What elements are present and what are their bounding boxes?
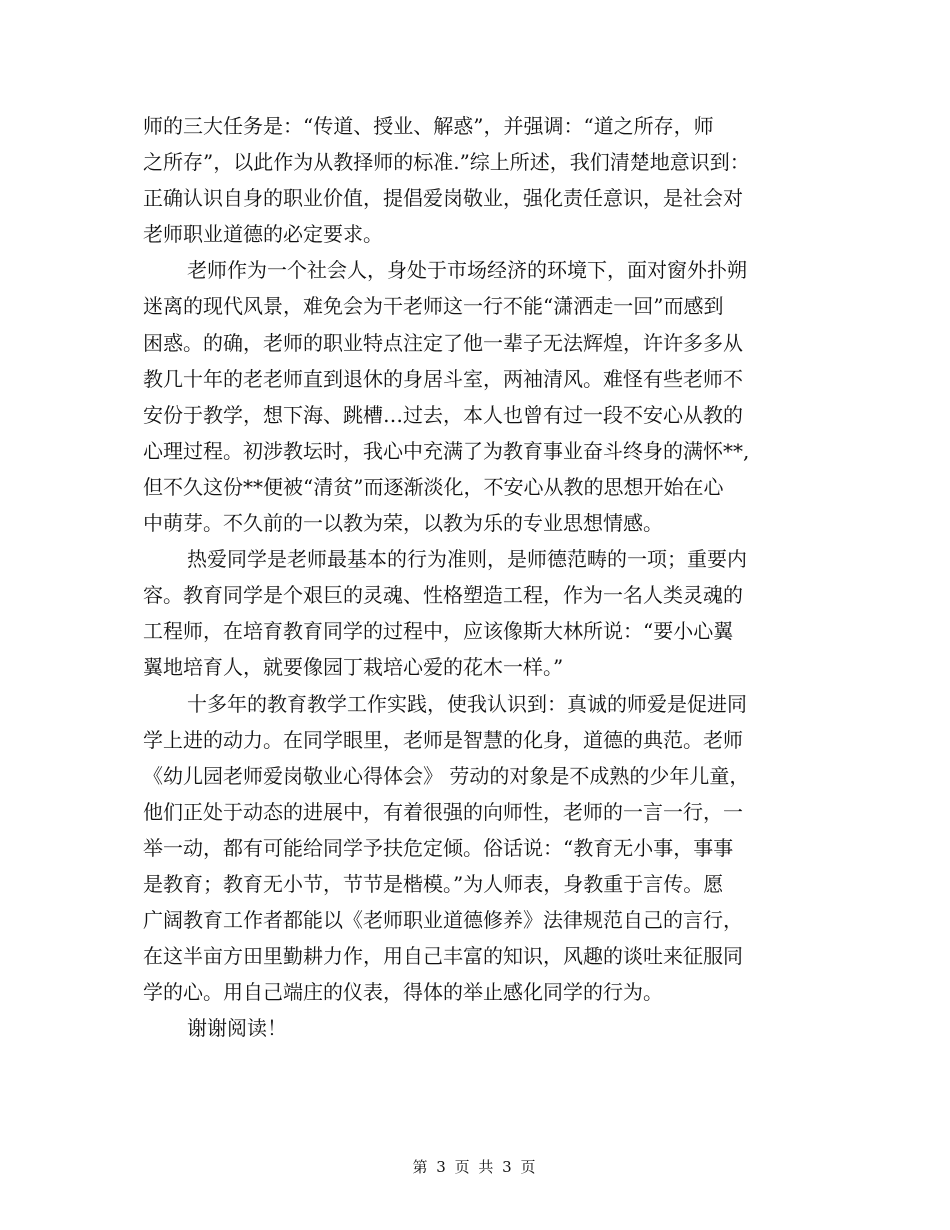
paragraph-start-line: 老师作为一个社会人，身处于市场经济的环境下，面对窗外扑朔 [187,258,747,283]
text-line: 广阔教育工作者都能以《老师职业道德修养》法律规范自己的言行， [143,908,743,933]
document-body [143,108,823,1046]
page-number-footer: 第 3 页 共 3 页 [412,1158,538,1176]
text-line: 教几十年的老老师直到退休的身居斗室，两袖清风。难怪有些老师不 [143,366,743,391]
text-line: 容。教育同学是个艰巨的灵魂、性格塑造工程，作为一名人类灵魂的 [143,583,743,608]
text-line: 举一动，都有可能给同学予扶危定倾。俗话说：“教育无小事，事事 [143,835,734,860]
closing-line: 谢谢阅读！ [187,1016,287,1041]
text-line: 在这半亩方田里勤耕力作，用自己丰富的知识，风趣的谈吐来征服同 [143,944,743,969]
text-line: 中萌芽。不久前的一以教为荣，以教为乐的专业思想情感。 [143,511,663,536]
text-line: 困惑。的确，老师的职业特点注定了他一辈子无法辉煌，许许多多从 [143,330,743,355]
text-line: 安份于教学，想下海、跳槽…过去，本人也曾有过一段不安心从教的 [143,402,743,427]
text-line: 《幼儿园老师爱岗敬业心得体会》 劳动的对象是不成熟的少年儿童， [143,763,750,788]
text-line: 是教育；教育无小节，节节是楷模。”为人师表，身教重于言传。愿 [143,871,724,896]
paragraph-start-line: 热爱同学是老师最基本的行为准则，是师德范畴的一项；重要内 [187,547,747,572]
text-line: 老师职业道德的必定要求。 [143,222,383,247]
text-line: 但不久这份**便被“清贫”而逐渐淡化，不安心从教的思想开始在心 [143,474,724,499]
text-line: 迷离的现代风景，难免会为干老师这一行不能“潇洒走一回”而感到 [143,294,724,319]
paragraph-start-line: 十多年的教育教学工作实践，使我认识到：真诚的师爱是促进同 [187,691,747,716]
text-line: 师的三大任务是：“传道、授业、解惑”，并强调：“道之所存，师 [143,114,714,138]
text-line: 之所存”，以此作为从教择师的标准.”综上所述，我们清楚地意识到： [143,150,750,175]
text-line: 学的心。用自己端庄的仪表，得体的举止感化同学的行为。 [143,980,663,1005]
text-line: 他们正处于动态的进展中，有着很强的向师性，老师的一言一行，一 [143,799,743,824]
text-line: 工程师，在培育教育同学的过程中，应该像斯大林所说：“要小心翼 [143,619,734,644]
text-line: 正确认识自身的职业价值，提倡爱岗敬业，强化责任意识，是社会对 [143,186,743,211]
text-line: 学上进的动力。在同学眼里，老师是智慧的化身，道德的典范。老师 [143,727,743,752]
text-line: 翼地培育人，就要像园丁栽培心爱的花木一样。” [143,655,564,680]
text-line: 心理过程。初涉教坛时，我心中充满了为教育事业奋斗终身的满怀**, [143,438,750,463]
